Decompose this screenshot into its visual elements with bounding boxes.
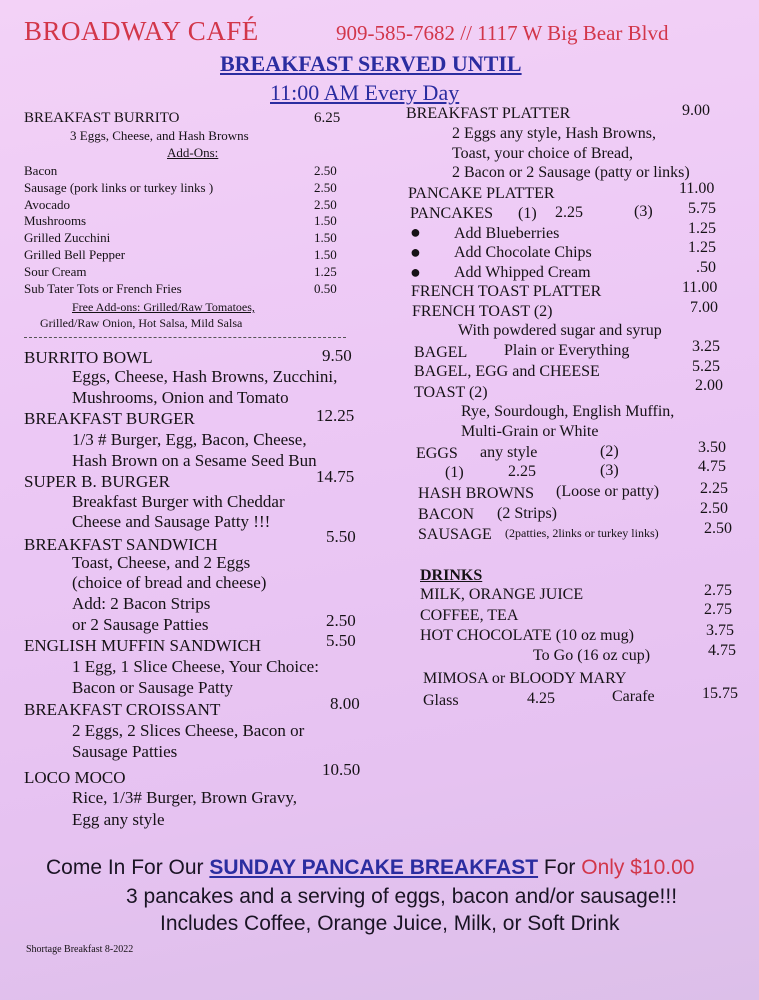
sandwich-desc-4: or 2 Sausage Patties [72,615,209,634]
add-whipped-cream: Add Whipped Cream [454,264,591,281]
pancakes-name: PANCAKES [410,205,493,222]
ft-price: 7.00 [690,299,718,316]
mimosa-glass: Glass [423,692,459,709]
bowl-name: BURRITO BOWL [24,348,153,367]
bagel-options: Plain or Everything [504,342,630,359]
addon-row: Bacon 2.50 [24,163,337,178]
bacon-note: (2 Strips) [497,505,557,522]
sandwich-add-price: 2.50 [326,611,356,630]
coffee-price: 2.75 [704,601,732,618]
bagel-egg-name: BAGEL, EGG and CHEESE [414,363,600,380]
free-addons-1: Free Add-ons: Grilled/Raw Tomatoes, [72,300,255,314]
served-until-time: 11:00 AM Every Day [270,80,460,105]
croissant-desc-1: 2 Eggs, 2 Slices Cheese, Bacon or [72,721,305,740]
croissant-desc-2: Sausage Patties [72,742,178,761]
loco-price: 10.50 [322,760,361,779]
ft-desc: With powdered sugar and syrup [458,322,662,339]
section-divider [24,337,346,338]
add-chocolate-chips-price: 1.25 [688,239,716,256]
super-burger-name: SUPER B. BURGER [24,472,170,491]
croissant-price: 8.00 [330,694,360,713]
cocoa-name: HOT CHOCOLATE (10 oz mug) [420,627,634,644]
sandwich-desc-2: (choice of bread and cheese) [72,573,267,592]
burrito-desc: 3 Eggs, Cheese, and Hash Browns [70,128,249,143]
ft-name: FRENCH TOAST (2) [412,303,553,320]
toast-desc-1: Rye, Sourdough, English Muffin, [461,403,675,420]
loco-desc-1: Rice, 1/3# Burger, Brown Gravy, [72,788,298,807]
croissant-name: BREAKFAST CROISSANT [24,700,221,719]
add-chocolate-chips: Add Chocolate Chips [454,244,592,261]
bagel-name: BAGEL [414,344,468,361]
eggs-price1: 2.25 [508,463,536,480]
hash-browns-name: HASH BROWNS [418,485,535,502]
mimosa-carafe: Carafe [612,688,655,705]
sunday-special-name: SUNDAY PANCAKE BREAKFAST [209,856,539,879]
mimosa-glass-price: 4.25 [527,690,555,707]
addon-row: Avocado 2.50 [24,196,337,212]
toast-price: 2.00 [695,377,723,394]
sausage-note: (2patties, 2links or turkey links) [505,526,659,540]
sausage-price: 2.50 [704,520,732,537]
muffin-price: 5.50 [326,631,356,650]
super-burger-price: 14.75 [316,467,355,486]
addons-label: Add-Ons: [167,145,219,160]
menu-version-note: Shortage Breakfast 8-2022 [26,944,134,955]
platter-name: BREAKFAST PLATTER [406,105,571,122]
mimosa-name: MIMOSA or BLOODY MARY [423,670,627,687]
addon-row: Grilled Bell Pepper 1.50 [24,246,337,262]
eggs-price2: 3.50 [698,439,726,456]
eggs-style: any style [480,444,538,461]
sunday-special-drinks: Includes Coffee, Orange Juice, Milk, or Soft Drink [160,912,620,935]
free-addons-2: Grilled/Raw Onion, Hot Salsa, Mild Salsa [40,316,243,330]
platter-desc-1: 2 Eggs any style, Hash Browns, [452,125,656,142]
sandwich-price: 5.50 [326,527,356,546]
coffee-name: COFFEE, TEA [420,607,519,624]
loco-desc-2: Egg any style [72,810,165,829]
addon-row: Mushrooms 1.50 [24,213,337,229]
toast-desc-2: Multi-Grain or White [461,423,599,440]
burger-desc-1: 1/3 # Burger, Egg, Bacon, Cheese, [72,430,307,449]
super-burger-desc-2: Cheese and Sausage Patty !!! [72,512,271,531]
bullet-icon: ● [410,242,421,262]
add-blueberries-price: 1.25 [688,220,716,237]
cafe-name: BROADWAY CAFÉ [24,16,259,46]
eggs-price3: 4.75 [698,458,726,475]
eggs-opt2: (2) [600,443,619,460]
burrito-price: 6.25 [314,110,341,126]
bagel-price: 3.25 [692,338,720,355]
served-until-heading: BREAKFAST SERVED UNTIL [220,51,522,76]
burger-price: 12.25 [316,406,355,425]
togo-price: 4.75 [708,642,736,659]
sandwich-desc-1: Toast, Cheese, and 2 Eggs [72,553,251,572]
pancakes-opt1: (1) [518,205,537,222]
addon-row: Grilled Zucchini 1.50 [24,230,337,246]
bacon-name: BACON [418,506,475,523]
add-blueberries: Add Blueberries [454,225,560,242]
addon-row: Sausage (pork links or turkey links ) 2.50 [24,179,337,195]
cocoa-price: 3.75 [706,622,734,639]
pancakes-opt3: (3) [634,203,653,220]
hash-browns-note: (Loose or patty) [556,483,660,500]
sunday-special-line: Come In For Our SUNDAY PANCAKE BREAKFAST For Only $10.00 [46,856,695,879]
addon-row: Sub Tater Tots or French Fries 0.50 [24,280,337,296]
milk-name: MILK, ORANGE JUICE [420,586,584,603]
drinks-heading: DRINKS [420,567,483,584]
muffin-desc-2: Bacon or Sausage Patty [72,678,233,697]
pancakes-price1: 2.25 [555,204,583,221]
ft-platter-name: FRENCH TOAST PLATTER [411,283,602,300]
eggs-opt3: (3) [600,462,619,479]
cafe-contact: 909-585-7682 // 1117 W Big Bear Blvd [336,21,669,45]
mimosa-carafe-price: 15.75 [702,685,738,702]
sausage-name: SAUSAGE [418,526,492,543]
burger-desc-2: Hash Brown on a Sesame Seed Bun [72,451,317,470]
eggs-opt1: (1) [445,464,464,481]
eggs-name: EGGS [416,445,458,462]
add-whipped-cream-price: .50 [696,259,716,276]
addon-row: Sour Cream 1.25 [24,263,337,279]
muffin-desc-1: 1 Egg, 1 Slice Cheese, Your Choice: [72,657,319,676]
platter-desc-3: 2 Bacon or 2 Sausage (patty or links) [452,164,690,181]
toast-name: TOAST (2) [414,384,488,401]
burger-name: BREAKFAST BURGER [24,409,195,428]
addons-list [24,163,354,297]
sunday-special-price: Only $10.00 [581,856,695,879]
bowl-price: 9.50 [322,346,352,365]
milk-price: 2.75 [704,582,732,599]
muffin-name: ENGLISH MUFFIN SANDWICH [24,636,262,655]
sandwich-name: BREAKFAST SANDWICH [24,535,218,554]
sandwich-desc-3: Add: 2 Bacon Strips [72,594,211,613]
sunday-special-desc: 3 pancakes and a serving of eggs, bacon and/or sausage!!! [126,885,678,908]
burrito-name: BREAKFAST BURRITO [24,110,180,126]
platter-desc-2: Toast, your choice of Bread, [452,145,634,162]
togo-name: To Go (16 oz cup) [533,647,651,664]
bullet-icon: ● [410,262,421,282]
bullet-icon: ● [410,222,421,242]
bowl-desc-2: Mushrooms, Onion and Tomato [72,388,289,407]
hash-browns-price: 2.25 [700,480,728,497]
platter-price: 9.00 [682,102,710,119]
pancake-platter-price: 11.00 [679,180,715,197]
super-burger-desc-1: Breakfast Burger with Cheddar [72,492,285,511]
ft-platter-price: 11.00 [682,279,718,296]
bacon-price: 2.50 [700,500,728,517]
bowl-desc-1: Eggs, Cheese, Hash Browns, Zucchini, [72,367,338,386]
pancake-platter-name: PANCAKE PLATTER [408,185,555,202]
pancakes-price3: 5.75 [688,200,716,217]
loco-name: LOCO MOCO [24,768,126,787]
bagel-egg-price: 5.25 [692,358,720,375]
